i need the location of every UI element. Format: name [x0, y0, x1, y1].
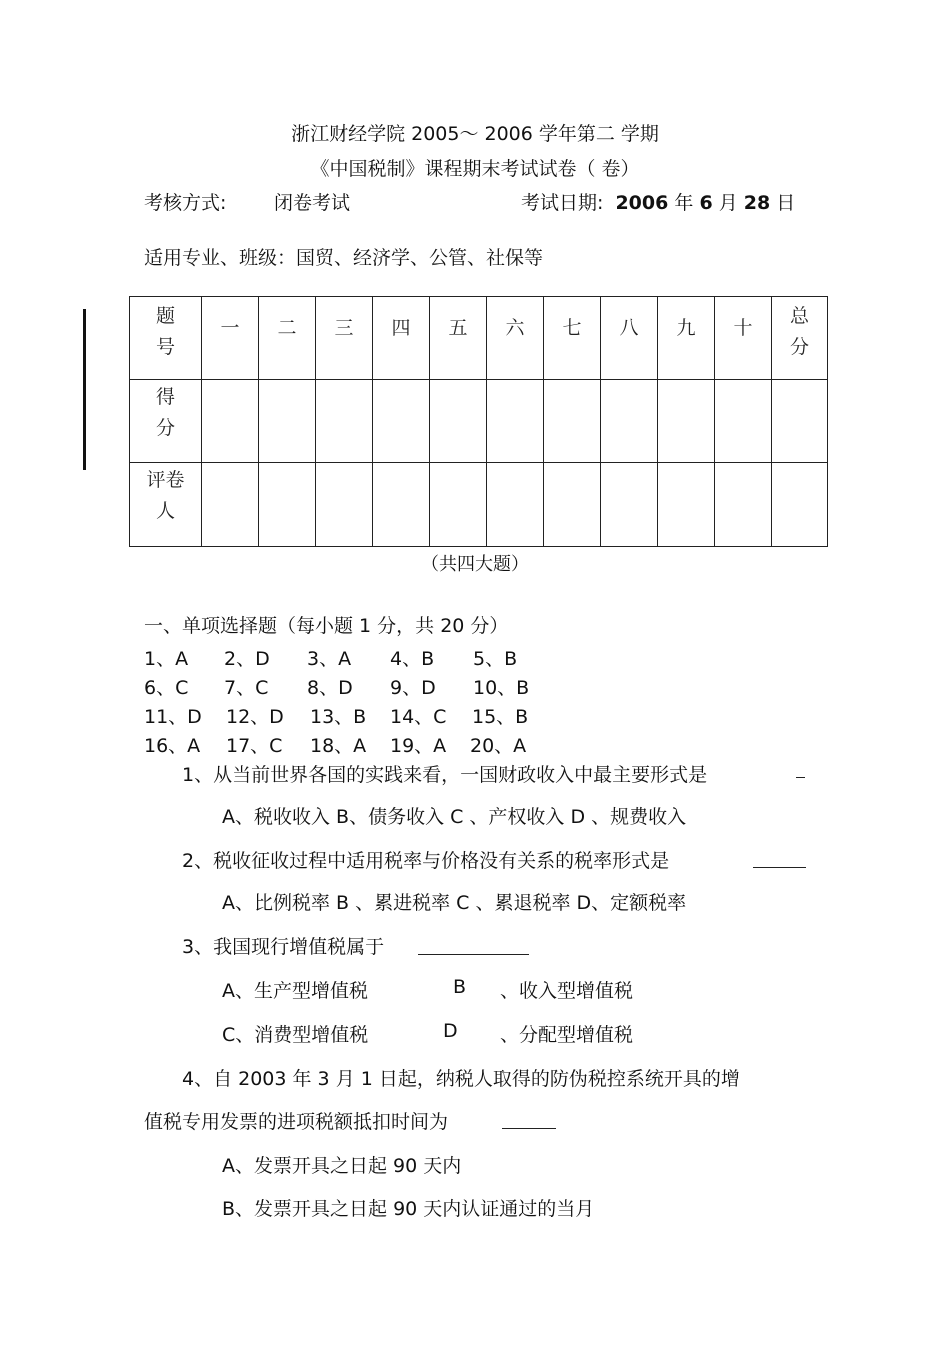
exam-date-label: 考试日期:: [521, 192, 604, 214]
grader-cell[interactable]: [715, 463, 772, 547]
column-header-1: 一: [202, 297, 259, 380]
column-header-9: 九: [658, 297, 715, 380]
question-3-option-c: C、消费型增值税: [222, 1024, 369, 1046]
answer-item: 6、C: [144, 677, 189, 699]
question-3-option-d-letter: D: [443, 1020, 458, 1042]
section-1-title: 一、单项选择题（每小题 1 分，共 20 分）: [144, 615, 509, 637]
grader-cell[interactable]: [658, 463, 715, 547]
exam-date-year-unit: 年: [674, 192, 694, 214]
score-cell[interactable]: [601, 380, 658, 463]
score-cell[interactable]: [373, 380, 430, 463]
answer-key-row-3: [144, 702, 542, 729]
score-cell[interactable]: [259, 380, 316, 463]
grader-total-cell[interactable]: [772, 463, 828, 547]
question-3-option-b-text: 、收入型增值税: [500, 980, 634, 1002]
answer-item: 19、A: [390, 735, 447, 757]
exam-date-year: 2006: [615, 192, 669, 214]
grader-cell[interactable]: [601, 463, 658, 547]
answer-item: 8、D: [307, 677, 353, 699]
table-row-score: [130, 380, 828, 463]
question-3-stem: 3、我国现行增值税属于: [182, 936, 385, 958]
question-1-stem: 1、从当前世界各国的实践来看，一国财政收入中最主要形式是: [182, 764, 708, 786]
binding-margin-line: [83, 309, 86, 470]
answer-item: 12、D: [226, 706, 284, 728]
score-cell[interactable]: [544, 380, 601, 463]
answer-blank[interactable]: [796, 776, 805, 778]
answer-item: 20、A: [470, 735, 527, 757]
grader-cell[interactable]: [487, 463, 544, 547]
score-total-cell[interactable]: [772, 380, 828, 463]
table-row-question-number: [130, 297, 828, 380]
score-cell[interactable]: [316, 380, 373, 463]
exam-title-line2: 《中国税制》课程期末考试试卷（ 卷）: [310, 158, 640, 180]
row-label-line: 号: [155, 336, 175, 358]
exam-date-day: 28: [743, 192, 771, 214]
exam-date-month-unit: 月: [718, 192, 738, 214]
answer-item: 14、C: [390, 706, 447, 728]
column-header-3: 三: [316, 297, 373, 380]
answer-item: 3、A: [307, 648, 352, 670]
question-2-stem: 2、税收征收过程中适用税率与价格没有关系的税率形式是: [182, 850, 670, 872]
answer-blank[interactable]: [502, 1127, 556, 1129]
column-header-5: 五: [430, 297, 487, 380]
exam-title-line1: 浙江财经学院 2005～ 2006 学年第二 学期: [291, 123, 659, 145]
grader-cell[interactable]: [373, 463, 430, 547]
row-label-line: 得: [155, 386, 175, 408]
question-4-stem-line1: 4、自 2003 年 3 月 1 日起，纳税人取得的防伪税控系统开具的增: [182, 1068, 740, 1090]
answer-item: 11、D: [144, 706, 202, 728]
total-label-line: 分: [789, 336, 809, 358]
answer-key-row-4: [144, 731, 540, 758]
grader-cell[interactable]: [430, 463, 487, 547]
score-cell[interactable]: [715, 380, 772, 463]
answer-blank[interactable]: [418, 953, 529, 955]
column-header-6: 六: [487, 297, 544, 380]
column-header-8: 八: [601, 297, 658, 380]
question-4-option-b: B、发票开具之日起 90 天内认证通过的当月: [222, 1198, 595, 1220]
row-label-line: 人: [155, 500, 175, 522]
total-questions-note: （共四大题）: [421, 554, 529, 575]
answer-item: 16、A: [144, 735, 201, 757]
row-label-score: [130, 380, 202, 463]
row-label-question-number: [130, 297, 202, 380]
answer-item: 4、B: [390, 648, 435, 670]
column-header-10: 十: [715, 297, 772, 380]
column-header-4: 四: [373, 297, 430, 380]
answer-item: 7、C: [224, 677, 269, 699]
answer-item: 5、B: [473, 648, 518, 670]
grader-cell[interactable]: [316, 463, 373, 547]
score-table: [129, 296, 828, 547]
exam-method-value: 闭卷考试: [274, 192, 351, 214]
answer-item: 13、B: [310, 706, 367, 728]
score-cell[interactable]: [430, 380, 487, 463]
total-label-line: 总: [789, 305, 809, 327]
exam-date-day-unit: 日: [776, 192, 796, 214]
answer-item: 18、A: [310, 735, 367, 757]
question-2-options: A、比例税率 B 、累进税率 C 、累退税率 D、定额税率: [222, 892, 687, 914]
column-header-2: 二: [259, 297, 316, 380]
row-label-line: 评卷: [146, 469, 185, 491]
score-cell[interactable]: [202, 380, 259, 463]
exam-date-month: 6: [699, 192, 713, 214]
question-3-option-a: A、生产型增值税: [222, 980, 368, 1002]
question-3-option-b-letter: B: [453, 976, 467, 998]
applicable-majors: 适用专业、班级：国贸、经济学、公管、社保等: [144, 247, 544, 269]
answer-item: 15、B: [472, 706, 529, 728]
answer-item: 9、D: [390, 677, 436, 699]
answer-item: 1、A: [144, 648, 189, 670]
score-cell[interactable]: [658, 380, 715, 463]
score-cell[interactable]: [487, 380, 544, 463]
row-label-grader: [130, 463, 202, 547]
question-4-stem-line2: 值税专用发票的进项税额抵扣时间为: [144, 1111, 449, 1133]
grader-cell[interactable]: [544, 463, 601, 547]
grader-cell[interactable]: [259, 463, 316, 547]
column-header-total: [772, 297, 828, 380]
question-4-option-a: A、发票开具之日起 90 天内: [222, 1155, 462, 1177]
answer-item: 17、C: [226, 735, 283, 757]
column-header-7: 七: [544, 297, 601, 380]
table-row-grader: [130, 463, 828, 547]
question-1-options: A、税收收入 B、债务收入 C 、产权收入 D 、规费收入: [222, 806, 687, 828]
answer-key-row-2: [144, 673, 543, 700]
row-label-line: 分: [155, 417, 175, 439]
question-3-option-d-text: 、分配型增值税: [500, 1024, 634, 1046]
answer-item: 2、D: [224, 648, 270, 670]
exam-date: [521, 188, 795, 215]
exam-method-label: 考核方式:: [144, 192, 227, 214]
answer-item: 10、B: [473, 677, 530, 699]
row-label-line: 题: [155, 305, 175, 327]
answer-key-row-1: [144, 644, 533, 671]
grader-cell[interactable]: [202, 463, 259, 547]
answer-blank[interactable]: [753, 866, 806, 868]
